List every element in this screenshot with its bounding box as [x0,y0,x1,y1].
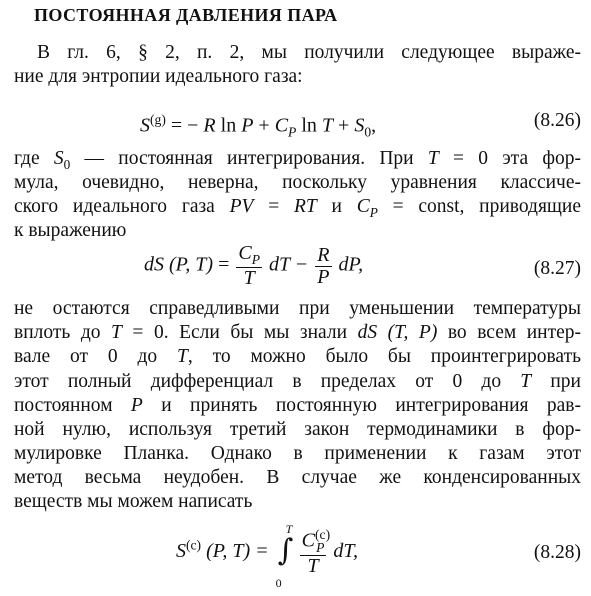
text-line: метод весьма неудобен. В случае же конденсированных [14,467,581,488]
equation-8-26: $S^{(g)}$ = − R $\ln P + C_P$ $\ln T + S_0$, [140,112,377,140]
equation-number: (8.27) [533,258,581,279]
integral-sign: ∫ T 0 [275,522,294,591]
text-line: этот полный дифференциал в пределах от 0 до T при [14,371,581,392]
text-line: мула, очевидно, неверна, поскольку уравнения классиче- [14,172,581,193]
fraction: $\frac{R}{P}$ [317,243,330,288]
text-line: к выражению [14,220,127,241]
text-line: где $S_0$ — постоянная интегрирования. При T = 0 эта фор- [14,148,581,172]
text-line: вале от 0 до T, то можно было бы проинтегрировать [14,346,581,367]
text-line: мулировке Планка. Однако в применении к газам этот [14,443,581,464]
text-line: веществ мы можем написать [14,491,253,512]
text-line: постоянном P и принять постоянную интегрирования рав- [14,395,581,416]
text-line: ского идеального газа PV = RT и $C_P$ = const, приводящие [14,196,582,220]
text-line: ние для энтропии идеального газа: [14,66,303,87]
fraction: $\frac{C^{(c)}_P}{T}$ [301,527,331,577]
text-line: ной нулю, используя третий закон термодинамики в фор- [14,419,581,440]
text-line: В гл. 6, § 2, п. 2, мы получили следующее выраже- [37,42,581,63]
section-heading: ПОСТОЯННАЯ ДАВЛЕНИЯ ПАРА [34,5,338,25]
equation-number: (8.28) [533,542,581,563]
equation-number: (8.26) [533,110,581,131]
equation-8-27: dS (P, T) = $\frac{C_P}{T}$ dT − $\frac{R}{P}$ dP, [144,242,364,290]
text-line: вплоть до T = 0. Если бы мы знали dS (T, P) во всем интер- [14,322,582,343]
fraction: $\frac{C_P}{T}$ [238,242,261,290]
equation-8-28: $S^{(c)}$ (P, T) = ∫ T 0 $\frac{C^{(c)}_P}{T}$ dT, [176,522,359,591]
text-line: не остаются справедливыми при уменьшении температуры [14,298,581,319]
